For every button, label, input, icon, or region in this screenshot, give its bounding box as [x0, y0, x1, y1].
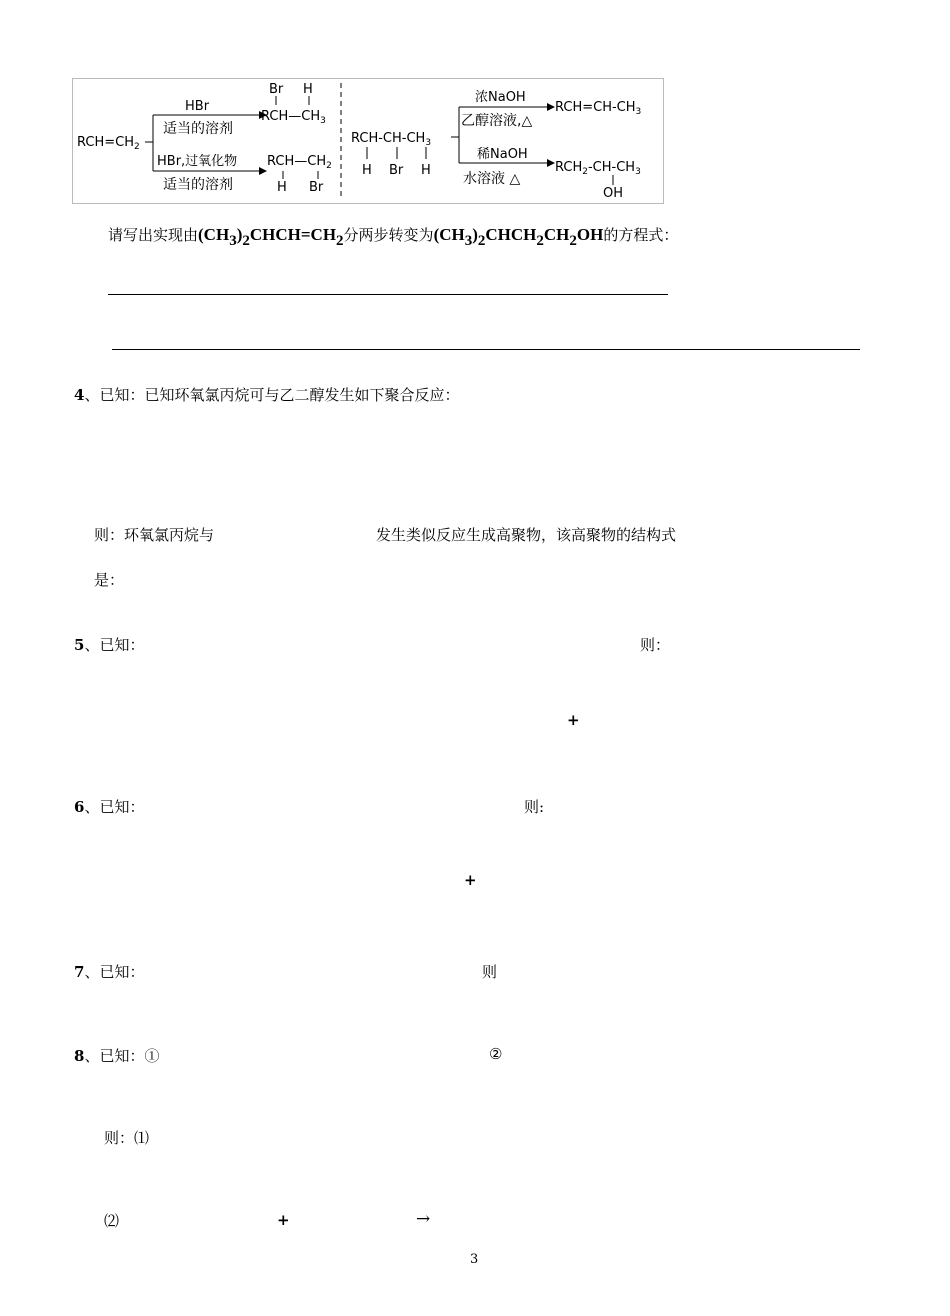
q8-item2: ⑵: [104, 1212, 120, 1230]
q8-plus: +: [277, 1211, 290, 1229]
r3-reagent: 浓NaOH: [475, 90, 526, 105]
r3-condition: 乙醇溶液,△: [461, 113, 533, 129]
q8-arrow: →: [416, 1209, 431, 1229]
formula-reactant: $(CH_3)_2CHCH=CH_2$: [198, 225, 344, 249]
r4-product: $RCH_2-CH-CH_3$: [555, 160, 641, 177]
scheme-start: $RCH=CH_2$: [77, 135, 140, 152]
r1-product: $RCH—CH_3$: [261, 109, 326, 126]
q4-line1a: 则：环氧氯丙烷与: [94, 526, 215, 544]
r2-bottom-right: Br: [309, 180, 324, 195]
middle-b2: Br: [389, 163, 404, 178]
q7-then: 则: [482, 963, 498, 981]
q5-then: 则：: [640, 636, 671, 654]
q4-header: 4、已知：已知环氧氯丙烷可与乙二醇发生如下聚合反应：: [74, 386, 460, 404]
q8-header: 8、已知：①: [74, 1047, 160, 1065]
r1-top-right: H: [303, 82, 313, 97]
middle-b1: H: [362, 163, 372, 178]
r1-top-left: Br: [269, 82, 284, 97]
q5-header: 5、已知：: [74, 636, 145, 654]
q3-prompt: 请写出实现由$(CH_3)_2CHCH=CH_2$分两步转变为$(CH_3)_2CHCH_2CH_2OH$的方程式：: [108, 225, 679, 249]
r3-product: $RCH=CH-CH_3$: [555, 100, 642, 117]
q8-then: 则：⑴: [104, 1129, 150, 1147]
r2-condition: 适当的溶剂: [163, 177, 233, 193]
r2-bottom-left: H: [277, 180, 287, 195]
q6-plus: +: [464, 871, 477, 889]
page-number: 3: [470, 1252, 479, 1267]
q5-plus: +: [567, 711, 580, 729]
answer-line-1[interactable]: [108, 294, 668, 295]
q4-line1b: 发生类似反应生成高聚物，该高聚物的结构式: [376, 526, 677, 544]
formula-product: $(CH_3)_2CHCH_2CH_2OH$: [433, 225, 604, 249]
q8-circle2: ②: [489, 1045, 503, 1063]
r4-oh: OH: [603, 186, 624, 201]
r2-product: $RCH—CH_2$: [267, 154, 332, 171]
r4-reagent: 稀NaOH: [477, 147, 528, 162]
middle-compound: RCH-$CH-CH_3$: [351, 131, 432, 148]
r1-condition: 适当的溶剂: [163, 121, 233, 137]
answer-line-2[interactable]: [112, 349, 860, 350]
r2-reagent: HBr,过氧化物: [157, 154, 238, 169]
r1-reagent: HBr: [185, 99, 210, 114]
q7-header: 7、已知：: [74, 963, 145, 981]
reaction-scheme: [72, 78, 664, 204]
q6-then: 则:: [524, 798, 545, 816]
r4-condition: 水溶液 △: [463, 171, 521, 187]
q6-header: 6、已知：: [74, 798, 145, 816]
middle-b3: H: [421, 163, 431, 178]
q4-line2: 是：: [94, 571, 125, 589]
